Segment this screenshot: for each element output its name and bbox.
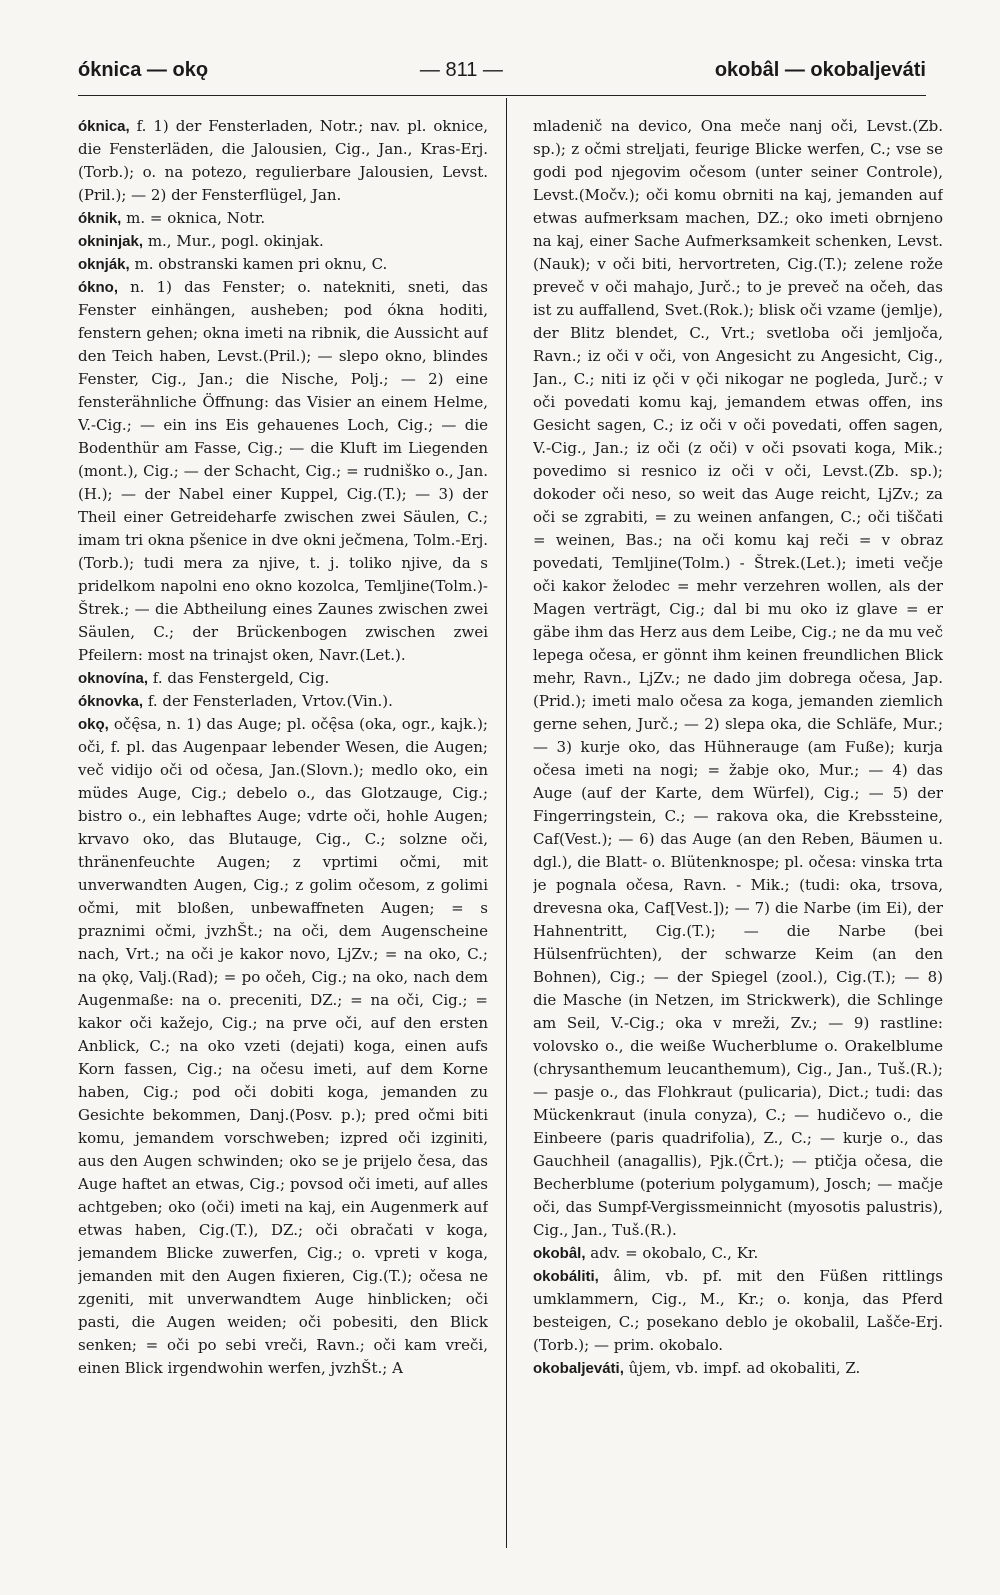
column-divider <box>506 98 507 1548</box>
entry-text: ûjem, vb. impf. ad okobaliti, Z. <box>628 1359 861 1377</box>
entry-text: f. der Fensterladen, Vrtov.(Vin.). <box>147 692 393 710</box>
entry-oknica <box>78 115 488 207</box>
headword: ókno, <box>78 279 118 296</box>
entry-text: f. 1) der Fensterladen, Notr.; nav. pl. oknice, die Fensterläden, die Jalousien, Cig., Jan., Kras-Erj.(Torb.); o. na potezo, regulierbare Jalousien, Levst.(Pril.); — 2) der Fensterflügel, Jan. <box>78 117 488 204</box>
headword: okobaljeváti, <box>533 1360 624 1377</box>
entry-text: adv. = okobalo, C., Kr. <box>590 1244 759 1262</box>
entry-okno <box>78 276 488 667</box>
entry-oknovka <box>78 690 488 713</box>
entry-oknik <box>78 207 488 230</box>
headword: okninjak, <box>78 233 144 250</box>
entry-oknjak <box>78 253 488 276</box>
headword: okobâl, <box>533 1245 586 1262</box>
headword: oknovína, <box>78 670 149 687</box>
entry-text: m., Mur., pogl. okinjak. <box>147 232 324 250</box>
header-right-guide-words: okobâl — okobaljeváti <box>714 58 926 81</box>
entry-text: n. 1) das Fenster; o. natekniti, sneti, das Fenster einhängen, ausheben; pod ókna hoditi, fenstern gehen; okna imeti na ribnik, die Aussicht auf den Teich haben, Levst.(Pril.); — slepo okno, blindes Fenster, Cig., Jan.; die Nische, Polj.; — 2) eine fensterähnliche Öffnung: das Visier an einem Helme, V.-Cig.; — ein ins Eis gehauenes Loch, Cig.; — die Bodenthür am Fasse, Cig.; — die Kluft im Liegenden (mont.), Cig.; — der Schacht, Cig.; = rudniško o., Jan.(H.); — der Nabel einer Kuppel, Cig.(T.); — 3) der Theil einer Getreideharfe zwischen zwei Säulen, C.; imam tri okna pšenice in dve okni ječmena, Tolm.-Erj.(Torb.); tudi mera za njive, t. j. toliko njive, da s pridelkom napolni eno okno kozolca, Temljine(Tolm.)-Štrek.; — die Abtheilung eines Zaunes zwischen zwei Säulen, C.; der Brückenbogen zwischen zwei Pfeilern: most na trinajst oken, Navr.(Let.). <box>78 278 488 664</box>
entry-text: mladenič na devico, Ona meče nanj oči, Levst.(Zb. sp.); z očmi streljati, feurige Blicke werfen, C.; vse se godi pod njegovim očesom (unter seiner Controle), Levst.(Močv.); oči komu obrniti na kaj, jemanden auf etwas aufmerksam machen, DZ.; oko imeti obrnjeno na kaj, einer Sache Aufmerksamkeit schenken, Levst.(Nauk); v oči biti, hervortreten, Cig.(T.); zelene rože preveč v oči mahajo, Jurč.; to je preveč na očeh, das ist zu auffallend, Svet.(Rok.); blisk oči vzame (jemlje), der Blitz blendet, C., Vrt.; svetloba oči jemljoča, Ravn.; iz oči v oči, von Angesicht zu Angesicht, Cig., Jan., C.; niti iz ǫči v ǫči nikogar ne pogleda, Jurč.; v oči povedati komu kaj, jemandem etwas offen, ins Gesicht sagen, C.; iz oči v oči povedati, offen sagen, V.-Cig., Jan.; iz oči (z oči) v oči psovati koga, Mik.; povedimo si resnico iz oči v oči, Levst.(Zb. sp.); dokoder oči neso, so weit das Auge reicht, LjZv.; za oči se zgrabiti, = zu weinen anfangen, C.; oči tiščati = weinen, Bas.; na oči komu kaj reči = v obraz povedati, Temljine(Tolm.) - Štrek.(Let.); imeti večje oči kakor želodec = mehr verzehren wollen, als der Magen verträgt, Cig.; dal bi mu oko iz glave = er gäbe ihm das Herz aus dem Leibe, Cig.; ne da mu več lepega očesa, er gönnt ihm keinen freundlichen Blick mehr, Ravn., LjZv.; ne dado jim dobrega očesa, Jap.(Prid.); imeti malo očesa za koga, jemanden ziemlich gerne sehen, Jurč.; — 2) slepa oka, die Schläfe, Mur.; — 3) kurje oko, das Hühnerauge (am Fuße); kurja očesa imeti na nogi; = žabje oko, Mur.; — 4) das Auge (auf der Karte, dem Würfel), Cig.; — 5) der Fingerringstein, C.; — rakova oka, die Krebssteine, Caf(Vest.); — 6) das Auge (an den Reben, Bäumen u. dgl.), die Blatt- o. Blütenknospe; pl. očesa: vinska trta je pognala očesa, Ravn. - Mik.; (tudi: oka, trsova, drevesna oka, Caf[Vest.]); — 7) die Narbe (im Ei), der Hahnentritt, Cig.(T.); — die Narbe (bei Hülsenfrüchten), der schwarze Keim (an den Bohnen), Cig.; — der Spiegel (zool.), Cig.(T.); — 8) die Masche (in Netzen, im Strickwerk), die Schlinge am Seil, V.-Cig.; oka v mreži, Zv.; — 9) rastline: volovsko o., die weiße Wucherblume o. Orakelblume (chrysanthemum leucanthemum), Cig., Jan., Tuš.(R.); — pasje o., das Flohkraut (pulicaria), Dict.; tudi: das Mückenkraut (inula conyza), C.; — hudičevo o., die Einbeere (paris quadrifolia), Z., C.; — kurje o., das Gauchheil (anagallis), Pjk.(Črt.); — ptičja očesa, die Becherblume (poterium polygamum), Josch; — mačje oči, das Sumpf-Vergissmeinnicht (myosotis palustris), Cig., Jan., Tuš.(R.). <box>533 117 943 1239</box>
right-column <box>533 115 943 1565</box>
entry-oko-continued <box>533 115 943 1242</box>
headword: óknica, <box>78 118 130 135</box>
entry-oko <box>78 713 488 1380</box>
entry-okninjak <box>78 230 488 253</box>
entry-okobal <box>533 1242 943 1265</box>
entry-okobaljevati <box>533 1357 943 1380</box>
header-rule <box>78 95 926 96</box>
headword: óknik, <box>78 210 122 227</box>
entry-text: âlim, vb. pf. mit den Füßen rittlings umklammern, Cig., M., Kr.; o. konja, das Pferd besteigen, C.; posekano deblo je okobalil, Lašče-Erj.(Torb.); — prim. okobalo. <box>533 1267 943 1354</box>
headword: okobáliti, <box>533 1268 599 1285</box>
entry-text: m. = oknica, Notr. <box>126 209 266 227</box>
entry-okobaliti <box>533 1265 943 1357</box>
headword: oknják, <box>78 256 130 273</box>
headword: okǫ, <box>78 716 109 733</box>
page-header <box>78 50 926 90</box>
entry-text: očę̑sa, n. 1) das Auge; pl. očę̑sa (oka, ogr., kajk.); oči, f. pl. das Augenpaar lebender Wesen, die Augen; več vidijo oči od očesa, Jan.(Slovn.); medlo oko, ein müdes Auge, Cig.; debelo o., das Glotzauge, Cig.; bistro o., ein lebhaftes Auge; vdrte oči, hohle Augen; krvavo oko, das Blutauge, Cig., C.; solzne oči, thränenfeuchte Augen; z vprtimi očmi, mit unverwandten Augen, Cig.; z golim očesom, z golimi očmi, mit bloßen, unbewaffneten Augen; = s praznimi očmi, jvzhŠt.; na oči, dem Augenscheine nach, Vrt.; na oči je kakor novo, LjZv.; = na oko, C.; na ǫkǫ, Valj.(Rad); = po očeh, Cig.; na oko, nach dem Augenmaße: na o. preceniti, DZ.; = na oči, Cig.; = kakor oči kažejo, Cig.; na prve oči, auf den ersten Anblick, C.; na oko vzeti (dejati) koga, einen aufs Korn fassen, Cig.; na očesu imeti, auf dem Korne haben, Cig.; pod oči dobiti koga, jemanden zu Gesichte bekommen, Danj.(Posv. p.); pred očmi biti komu, jemandem vorschweben; izpred oči izginiti, aus den Augen schwinden; oko se je prijelo česa, das Auge haftet an etwas, Cig.; povsod oči imeti, auf alles achtgeben; oko (oči) imeti na kaj, ein Augenmerk auf etwas haben, Cig.(T.), DZ.; oči obračati v koga, jemandem Blicke zuwerfen, Cig.; o. vpreti v koga, jemanden mit den Augen fixieren, Cig.(T.); očesa ne zgeniti, mit unverwandtem Auge hinblicken; oči pasti, die Augen weiden; oči pobesiti, den Blick senken; = oči po sebi vreči, Ravn.; oči kam vreči, einen Blick irgendwohin werfen, jvzhŠt.; A <box>78 715 488 1377</box>
entry-text: m. obstranski kamen pri oknu, C. <box>134 255 388 273</box>
header-left-guide-words: óknica — okǫ <box>78 58 209 81</box>
left-column <box>78 115 488 1565</box>
headword: óknovka, <box>78 693 144 710</box>
entry-text: f. das Fenstergeld, Cig. <box>152 669 330 687</box>
page-number: — 811 — <box>419 58 503 81</box>
entry-oknovina <box>78 667 488 690</box>
